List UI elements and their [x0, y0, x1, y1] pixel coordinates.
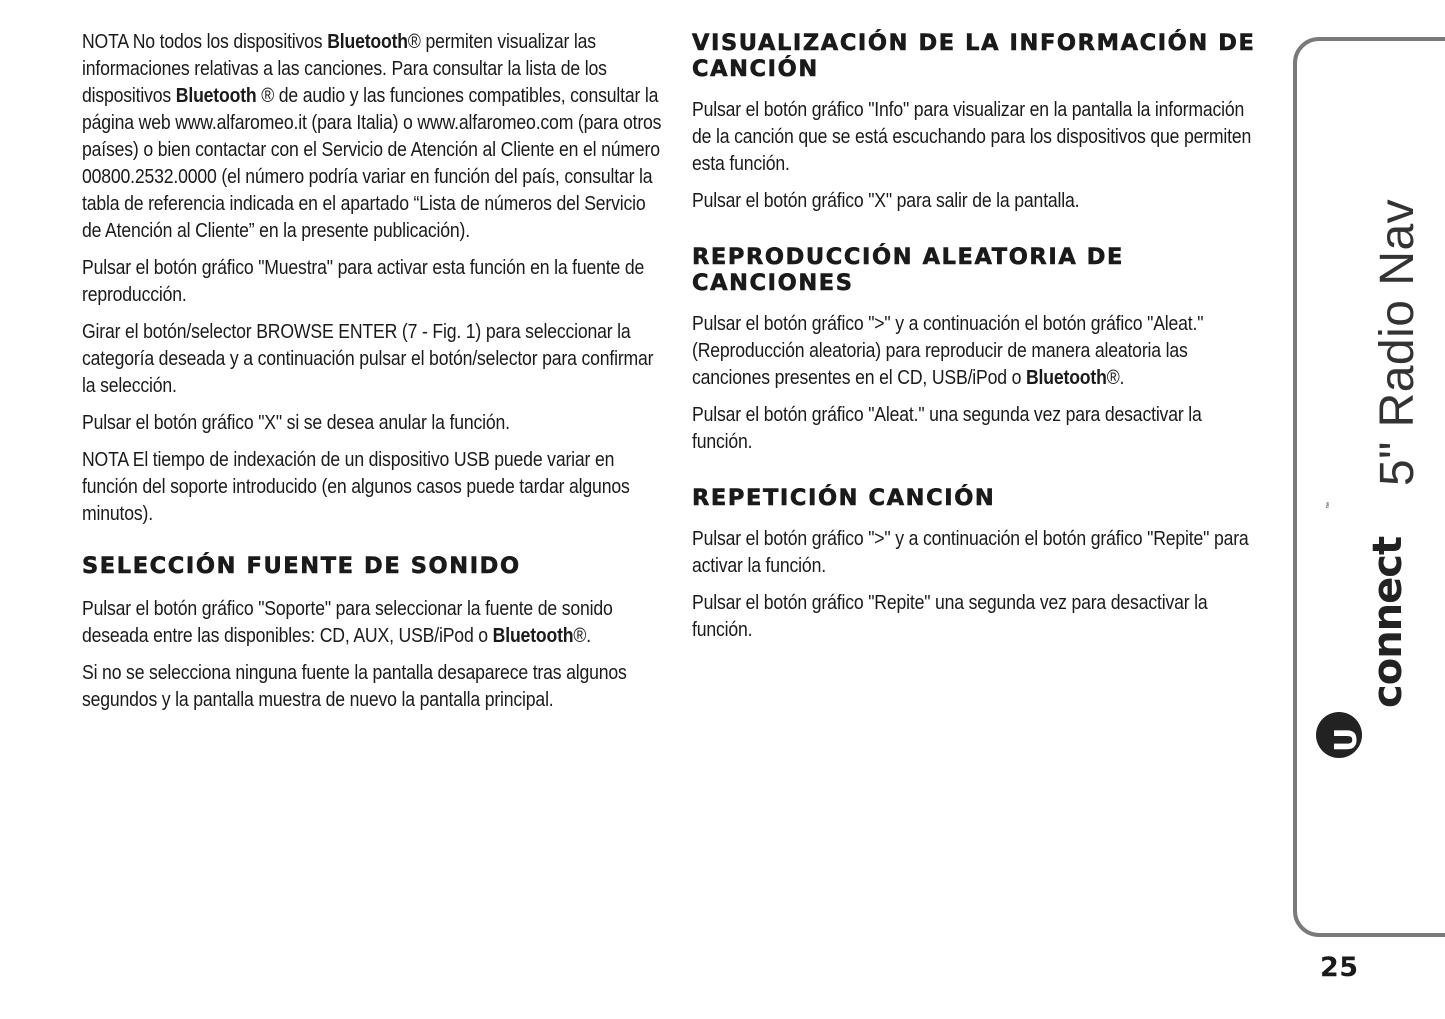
note-indexing-paragraph: NOTA El tiempo de indexación de un dispositivo USB puede variar en función del soporte introducido (en algunos casos puede tardar algunos minutos). — [82, 448, 630, 525]
section-heading: REPRODUCCIÓN ALEATORIA DE CANCIONES — [692, 244, 1125, 296]
uconnect-logo-word: connect — [1365, 536, 1411, 708]
body-paragraph: Girar el botón/selector BROWSE ENTER (7 - Fig. 1) para seleccionar la categoría deseada y a continuación pulsar el botón/selector para confirmar la selección. — [82, 320, 654, 397]
body-paragraph: Pulsar el botón gráfico "Repite" una segunda vez para desactivar la función. — [692, 591, 1208, 641]
bluetooth-term: Bluetooth — [175, 84, 257, 107]
left-column — [82, 28, 667, 723]
body-paragraph: Pulsar el botón gráfico "Info" para visualizar en la pantalla la información de la canción que se está escuchando para los dispositivos que permiten esta función. — [692, 98, 1252, 175]
page-number: 25 — [1320, 952, 1359, 983]
body-paragraph: Pulsar el botón gráfico "X" para salir de la pantalla. — [692, 189, 1080, 212]
body-paragraph: Pulsar el botón gráfico ">" y a continuación el botón gráfico "Aleat." (Reproducción aleatoria) para reproducir de manera aleatoria las canciones presentes en el CD, USB/iPod o Bluetooth®. — [692, 312, 1204, 389]
body-paragraph: Pulsar el botón gráfico "X" si se desea anular la función. — [82, 411, 510, 434]
bluetooth-term: Bluetooth — [492, 624, 574, 647]
bluetooth-term: Bluetooth — [1025, 366, 1107, 389]
note-bluetooth-paragraph: NOTA No todos los dispositivos Bluetooth® permiten visualizar las informaciones relativas a las canciones. Para consultar la lista de los dispositivos Bluetooth ® de audio y las funciones compatibles, consultar la página web www.alfaromeo.it (para Italia) o www.alfaromeo.com (para otros países) o bien contactar con el Servicio de Atención al Cliente en el número 00800.2532.0000 (el número podría variar en función del país, consultar la tabla de referencia indicada en el apartado “Lista de números del Servicio de Atención al Cliente” en la presente publicación). — [82, 30, 662, 242]
section-heading: VISUALIZACIÓN DE LA INFORMACIÓN DE CANCIÓN — [692, 30, 1256, 82]
right-column — [692, 30, 1264, 653]
chapter-tab — [1293, 37, 1445, 937]
trademark-mark: ™ — [1326, 502, 1333, 509]
uconnect-logo-letter: U — [1329, 727, 1364, 752]
body-paragraph: Si no se selecciona ninguna fuente la pantalla desaparece tras algunos segundos y la pantalla muestra de nuevo la pantalla principal. — [82, 661, 627, 711]
body-paragraph: Pulsar el botón gráfico "Aleat." una segunda vez para desactivar la función. — [692, 403, 1202, 453]
section-heading: SELECCIÓN FUENTE DE SONIDO — [82, 553, 521, 579]
bluetooth-term: Bluetooth — [327, 30, 408, 53]
section-heading: REPETICIÓN CANCIÓN — [692, 485, 996, 511]
body-paragraph: Pulsar el botón gráfico "Muestra" para activar esta función en la fuente de reproducción. — [82, 256, 645, 306]
body-paragraph: Pulsar el botón gráfico ">" y a continuación el botón gráfico "Repite" para activar la función. — [692, 527, 1249, 577]
body-paragraph: Pulsar el botón gráfico "Soporte" para seleccionar la fuente de sonido deseada entre las disponibles: CD, AUX, USB/iPod o Bluetooth®. — [82, 597, 613, 647]
chapter-title: 5" Radio Nav — [1371, 198, 1424, 486]
